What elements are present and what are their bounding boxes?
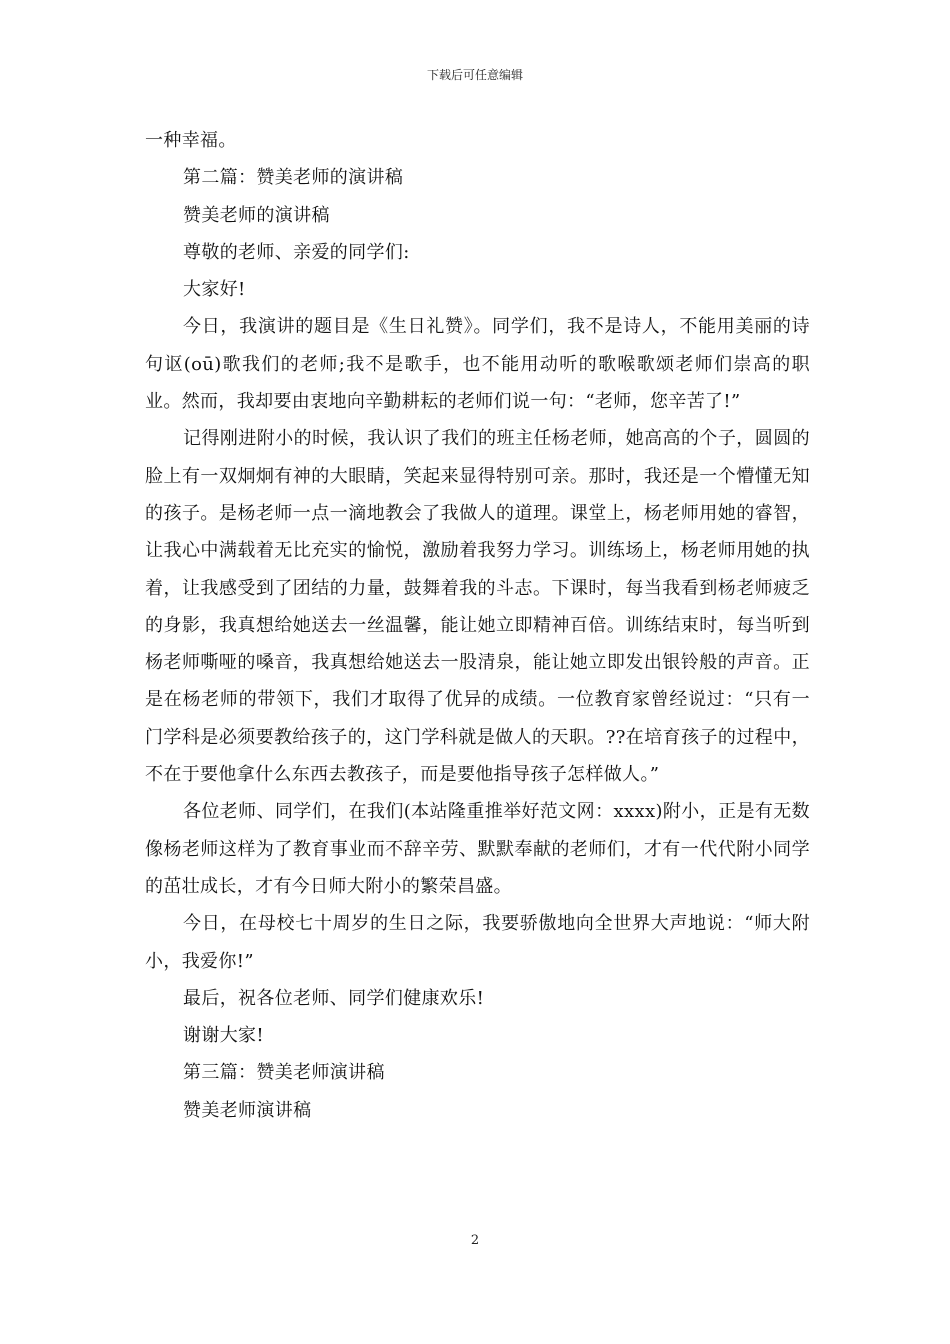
paragraph: 一种幸福。 (145, 130, 237, 151)
speech-title: 赞美老师演讲稿 (183, 1099, 312, 1121)
page-number: 2 (470, 1233, 480, 1248)
salutation: 尊敬的老师、亲爱的同学们: (183, 241, 410, 263)
document-body (145, 122, 810, 1129)
greeting: 大家好! (183, 279, 246, 301)
page-header: 下载后可任意编辑 (426, 68, 523, 82)
section-heading: 第二篇：赞美老师的演讲稿 (183, 167, 404, 189)
speech-title: 赞美老师的演讲稿 (183, 204, 330, 226)
paragraph: 记得刚进附小的时候，我认识了我们的班主任杨老师，她高高的个子，圆圆的脸上有一双炯炯有神的大眼睛，笑起来显得特别可亲。那时，我还是一个懵懂无知的孩子。是杨老师一点一滴地教会了我做人的道理。课堂上，杨老师用她的睿智，让我心中满载着无比充实的愉悦，激励着我努力学习。训练场上，杨老师用她的执着，让我感受到了团结的力量，鼓舞着我的斗志。下课时，每当我看到杨老师疲乏的身影，我真想给她送去一丝温馨，能让她立即精神百倍。训练结束时，每当听到杨老师嘶哑的嗓音，我真想给她送去一股清泉，能让她立即发出银铃般的声音。正是在杨老师的带领下，我们才取得了优异的成绩。一位教育家曾经说过：“只有一门学科是必须要教给孩子的，这门学科就是做人的天职。??在培育孩子的过程中，不在于要他拿什么东西去教孩子，而是要他指导孩子怎样做人。” (145, 428, 810, 786)
paragraph: 各位老师、同学们，在我们(本站隆重推举好范文网：xxxx)附小，正是有无数像杨老师这样为了教育事业而不辞辛劳、默默奉献的老师们，才有一代代附小同学的茁壮成长，才有今日师大附小的繁荣昌盛。 (145, 801, 810, 897)
paragraph: 今日，我演讲的题目是《生日礼赞》。同学们，我不是诗人，不能用美丽的诗句讴(oū)歌我们的老师;我不是歌手，也不能用动听的歌喉歌颂老师们崇高的职业。然而，我却要由衷地向辛勤耕耘的老师们说一句：“老师，您辛苦了!” (145, 316, 810, 413)
paragraph: 今日，在母校七十周岁的生日之际，我要骄傲地向全世界大声地说：“师大附小，我爱你!” (145, 913, 810, 972)
paragraph: 最后，祝各位老师、同学们健康欢乐! (183, 987, 485, 1009)
closing: 谢谢大家! (183, 1025, 264, 1047)
section-heading: 第三篇：赞美老师演讲稿 (183, 1062, 385, 1084)
